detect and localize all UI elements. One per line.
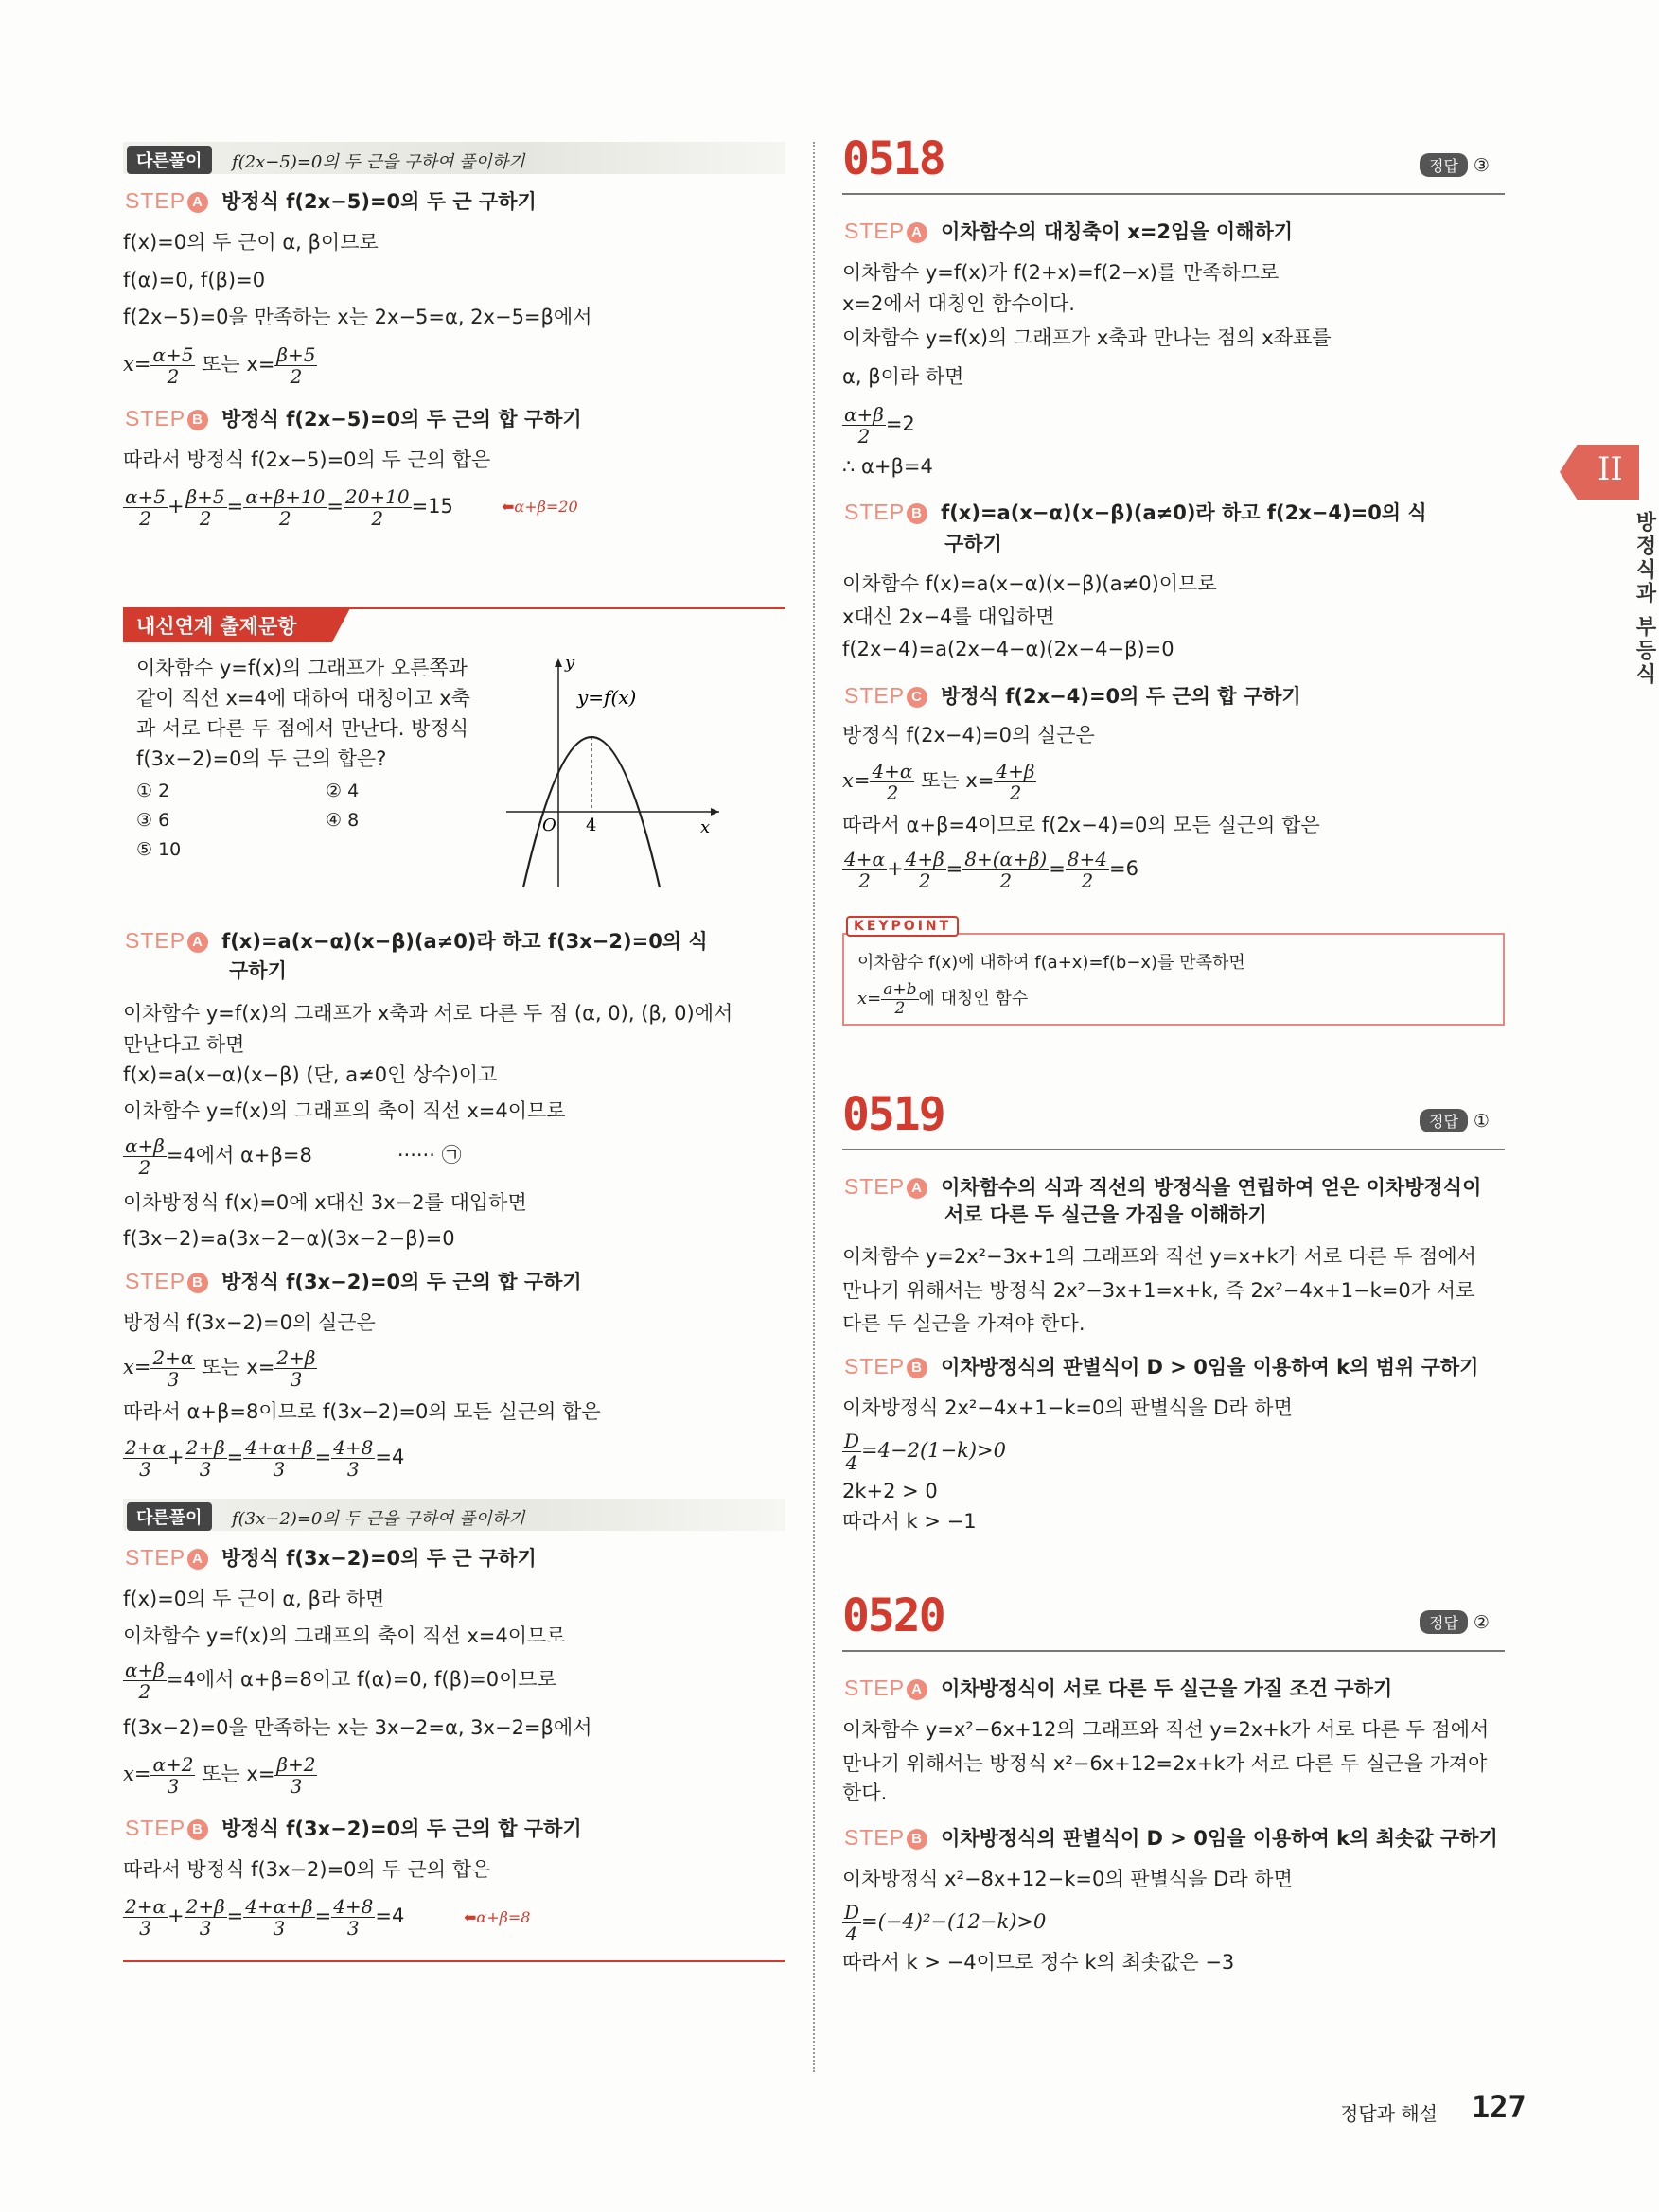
p518-a4: α, β이라 하면 bbox=[842, 365, 964, 388]
chapter-roman: II bbox=[1597, 450, 1623, 488]
p520-b2: $\frac{D}{4}$ =(−4)²−(12−k)>0 bbox=[844, 1900, 1047, 1945]
sol-step-b: STEP B 방정식 f(3x−2)=0의 두 근의 합 구하기 bbox=[125, 1269, 582, 1293]
choice-1[interactable]: ① 2 bbox=[136, 781, 170, 801]
alt2-note: ⬅α+β=8 bbox=[464, 1908, 531, 1926]
p520-a1: 이차함수 y=x²−6x+12의 그래프와 직선 y=2x+k가 서로 다른 두 점에서 bbox=[842, 1718, 1490, 1741]
p519-b1: 이차방정식 2x²−4x+1−k=0의 판별식을 D라 하면 bbox=[842, 1396, 1293, 1419]
tick-label-4: 4 bbox=[586, 816, 597, 835]
sol-a7: f(3x−2)=a(3x−2−α)(3x−2−β)=0 bbox=[123, 1227, 455, 1250]
p519-a3: 다른 두 실근을 가져야 한다. bbox=[842, 1312, 1085, 1335]
alt2-b2: $\frac{2+\alpha}{3}$ + $\frac{2+\beta}{3}$ = $\frac{4+\alpha+\beta}{3}$ = $\frac{4+8}{3}$ =4 bbox=[125, 1894, 405, 1940]
sol-b2: x= $\frac{2+\alpha}{3}$ 또는 x= $\frac{2+\beta}{3}$ bbox=[123, 1345, 316, 1391]
sol-b4: $\frac{2+\alpha}{3}$ + $\frac{2+\beta}{3}$ = $\frac{4+\alpha+\beta}{3}$ = $\frac{4+8}{3}$ =4 bbox=[125, 1435, 405, 1481]
p520-step-b: STEP B 이차방정식의 판별식이 D > 0임을 이용하여 k의 최솟값 구하기 bbox=[844, 1825, 1498, 1850]
sol-a6: 이차방정식 f(x)=0에 x대신 3x−2를 대입하면 bbox=[123, 1191, 527, 1214]
alt1-b1: 따라서 방정식 f(2x−5)=0의 두 근의 합은 bbox=[123, 448, 491, 471]
p519-a2: 만나기 위해서는 방정식 2x²−3x+1=x+k, 즉 2x²−4x+1−k=0가 서로 bbox=[842, 1279, 1475, 1302]
page-number: 127 bbox=[1472, 2089, 1527, 2125]
sol-a4: 이차함수 y=f(x)의 그래프의 축이 직선 x=4이므로 bbox=[123, 1099, 566, 1122]
sol-step-a-cont: 구하기 bbox=[229, 959, 287, 982]
problem-number-0520: 0520 bbox=[842, 1589, 944, 1642]
p518-step-b: STEP B f(x)=a(x−α)(x−β)(a≠0)라 하고 f(2x−4)=0의 식 bbox=[844, 500, 1427, 524]
answer-0518: 정답 ③ bbox=[1420, 153, 1490, 177]
naesin-q4: f(3x−2)=0의 두 근의 합은? bbox=[136, 747, 387, 770]
p519-b3: 2k+2 > 0 bbox=[842, 1480, 938, 1502]
y-axis-arrow bbox=[555, 658, 562, 667]
p518-c4: $\frac{4+\alpha}{2}$ + $\frac{4+\beta}{2}$ = $\frac{8+(\alpha+\beta)}{2}$ = $\frac{8+4}{2}$ =6 bbox=[844, 847, 1138, 892]
sol-a3: f(x)=a(x−α)(x−β) (단, a≠0인 상수)이고 bbox=[123, 1063, 498, 1086]
alt1-b2: $\frac{\alpha+5}{2}$ + $\frac{\beta+5}{2}$ = $\frac{\alpha+\beta+10}{2}$ = $\frac{20+10}{2}$ =15 bbox=[125, 484, 453, 530]
p518-a2: x=2에서 대칭인 함수이다. bbox=[842, 292, 1075, 315]
alt-badge-1: 다른풀이 bbox=[127, 146, 212, 174]
naesin-q3: 과 서로 다른 두 점에서 만난다. 방정식 bbox=[136, 717, 469, 740]
p519-b2: $\frac{D}{4}$ =4−2(1−k)>0 bbox=[844, 1429, 1006, 1474]
origin-label: O bbox=[542, 816, 556, 835]
p519-step-b: STEP B 이차방정식의 판별식이 D > 0임을 이용하여 k의 범위 구하기 bbox=[844, 1354, 1479, 1378]
footer-label: 정답과 해설 bbox=[1340, 2102, 1438, 2125]
alt1-a2: f(α)=0, f(β)=0 bbox=[123, 269, 266, 291]
alt-desc-1: f(2x−5)=0의 두 근을 구하여 풀이하기 bbox=[232, 152, 525, 172]
sol-step-a: STEP A f(x)=a(x−α)(x−β)(a≠0)라 하고 f(3x−2)=0의 식 bbox=[125, 928, 708, 953]
choice-4[interactable]: ④ 8 bbox=[326, 810, 360, 831]
sol-a1: 이차함수 y=f(x)의 그래프가 x축과 서로 다른 두 점 (α, 0), (β, 0)에서 bbox=[123, 1002, 733, 1025]
rule-0520 bbox=[842, 1650, 1505, 1652]
answer-0519: 정답 ① bbox=[1420, 1109, 1490, 1132]
choice-5[interactable]: ⑤ 10 bbox=[136, 839, 182, 860]
p520-a2: 만나기 위해서는 방정식 x²−6x+12=2x+k가 서로 다른 두 실근을 가져야 bbox=[842, 1752, 1488, 1775]
p518-step-b-cont: 구하기 bbox=[944, 533, 1002, 555]
p518-a3: 이차함수 y=f(x)의 그래프가 x축과 만나는 점의 x좌표를 bbox=[842, 326, 1332, 349]
sol-a2: 만난다고 하면 bbox=[123, 1033, 245, 1056]
p518-c3: 따라서 α+β=4이므로 f(2x−4)=0의 모든 실근의 합은 bbox=[842, 814, 1320, 836]
y-axis-label: y bbox=[565, 653, 575, 673]
keypoint-label: KEYPOINT bbox=[846, 916, 959, 937]
sol-b1: 방정식 f(3x−2)=0의 실근은 bbox=[123, 1311, 376, 1334]
naesin-q2: 같이 직선 x=4에 대하여 대칭이고 x축 bbox=[136, 687, 470, 710]
choice-2[interactable]: ② 4 bbox=[326, 781, 360, 801]
p518-step-c: STEP C 방정식 f(2x−4)=0의 두 근의 합 구하기 bbox=[844, 683, 1301, 708]
alt2-a3: $\frac{\alpha+\beta}{2}$ =4에서 α+β=8이고 f(α)=0, f(β)=0이므로 bbox=[125, 1658, 556, 1703]
naesin-q1: 이차함수 y=f(x)의 그래프가 오른쪽과 bbox=[136, 657, 468, 679]
p518-a1: 이차함수 y=f(x)가 f(2+x)=f(2−x)를 만족하므로 bbox=[842, 261, 1280, 284]
alt2-b1: 따라서 방정식 f(3x−2)=0의 두 근의 합은 bbox=[123, 1858, 491, 1881]
alt2-a4: f(3x−2)=0을 만족하는 x는 3x−2=α, 3x−2=β에서 bbox=[123, 1716, 592, 1739]
p518-c1: 방정식 f(2x−4)=0의 실근은 bbox=[842, 724, 1095, 746]
sol-a5: $\frac{\alpha+\beta}{2}$ =4에서 α+β=8 ······ ㉠ bbox=[125, 1133, 462, 1179]
alt1-a1: f(x)=0의 두 근이 α, β이므로 bbox=[123, 231, 379, 254]
problem-number-0519: 0519 bbox=[842, 1088, 944, 1141]
p518-step-a: STEP A 이차함수의 대칭축이 x=2임을 이해하기 bbox=[844, 219, 1294, 243]
curve-label: y=f(x) bbox=[577, 686, 637, 709]
column-divider bbox=[813, 142, 815, 2072]
alt2-a5: x= $\frac{\alpha+2}{3}$ 또는 x= $\frac{\beta+2}{3}$ bbox=[123, 1752, 316, 1798]
p519-step-a-cont: 서로 다른 두 실근을 가짐을 이해하기 bbox=[944, 1203, 1267, 1226]
p520-b3: 따라서 k > −4이므로 정수 k의 최솟값은 −3 bbox=[842, 1951, 1235, 1974]
alt2-a2: 이차함수 y=f(x)의 그래프의 축이 직선 x=4이므로 bbox=[123, 1624, 566, 1647]
p518-b2: x대신 2x−4를 대입하면 bbox=[842, 606, 1055, 628]
p519-a1: 이차함수 y=2x²−3x+1의 그래프와 직선 y=x+k가 서로 다른 두 점에서 bbox=[842, 1245, 1476, 1268]
p519-step-a: STEP A 이차함수의 식과 직선의 방정식을 연립하여 얻은 이차방정식이 bbox=[844, 1174, 1482, 1199]
p520-b1: 이차방정식 x²−8x+12−k=0의 판별식을 D라 하면 bbox=[842, 1868, 1293, 1890]
naesin-title: 내신연계 출제문항 bbox=[136, 615, 297, 638]
rule-0518 bbox=[842, 193, 1505, 195]
problem-number-0518: 0518 bbox=[842, 132, 944, 185]
chapter-title: 방정식과 부등식 bbox=[1633, 511, 1656, 687]
alt1-a3: f(2x−5)=0을 만족하는 x는 2x−5=α, 2x−5=β에서 bbox=[123, 306, 592, 328]
p520-a3: 한다. bbox=[842, 1782, 888, 1804]
alt1-a4: x= $\frac{\alpha+5}{2}$ 또는 x= $\frac{\beta+5}{2}$ bbox=[123, 342, 316, 388]
p518-a6: ∴ α+β=4 bbox=[842, 455, 933, 478]
left-end-rule bbox=[123, 1960, 785, 1962]
parabola-graph bbox=[497, 653, 724, 889]
p518-c2: x= $\frac{4+\alpha}{2}$ 또는 x= $\frac{4+\beta}{2}$ bbox=[842, 759, 1035, 804]
p518-a5: $\frac{\alpha+\beta}{2}$ =2 bbox=[844, 402, 915, 448]
alt2-step-b: STEP B 방정식 f(3x−2)=0의 두 근의 합 구하기 bbox=[125, 1816, 582, 1840]
alt2-a1: f(x)=0의 두 근이 α, β라 하면 bbox=[123, 1588, 385, 1610]
x-axis-label: x bbox=[700, 817, 711, 837]
alt-desc-2: f(3x−2)=0의 두 근을 구하여 풀이하기 bbox=[232, 1509, 525, 1529]
choice-3[interactable]: ③ 6 bbox=[136, 810, 170, 831]
x-axis-arrow bbox=[711, 808, 719, 816]
p518-b3: f(2x−4)=a(2x−4−α)(2x−4−β)=0 bbox=[842, 638, 1174, 660]
keypoint-l2: x= $\frac{a+b}{2}$ 에 대칭인 함수 bbox=[857, 979, 1029, 1018]
answer-0520: 정답 ② bbox=[1420, 1610, 1490, 1634]
alt-badge-2: 다른풀이 bbox=[127, 1502, 212, 1531]
sol-b3: 따라서 α+β=8이므로 f(3x−2)=0의 모든 실근의 합은 bbox=[123, 1400, 601, 1423]
p520-step-a: STEP A 이차방정식이 서로 다른 두 실근을 가질 조건 구하기 bbox=[844, 1676, 1393, 1700]
alt2-step-a: STEP A 방정식 f(3x−2)=0의 두 근 구하기 bbox=[125, 1545, 537, 1570]
rule-0519 bbox=[842, 1149, 1505, 1150]
alt1-step-a: STEP A 방정식 f(2x−5)=0의 두 근 구하기 bbox=[125, 188, 537, 213]
p518-b1: 이차함수 f(x)=a(x−α)(x−β)(a≠0)이므로 bbox=[842, 572, 1217, 595]
p519-b4: 따라서 k > −1 bbox=[842, 1510, 977, 1533]
alt1-note: ⬅α+β=20 bbox=[502, 498, 578, 516]
keypoint-l1: 이차함수 f(x)에 대하여 f(a+x)=f(b−x)를 만족하면 bbox=[857, 953, 1245, 973]
alt1-step-b: STEP B 방정식 f(2x−5)=0의 두 근의 합 구하기 bbox=[125, 406, 582, 430]
